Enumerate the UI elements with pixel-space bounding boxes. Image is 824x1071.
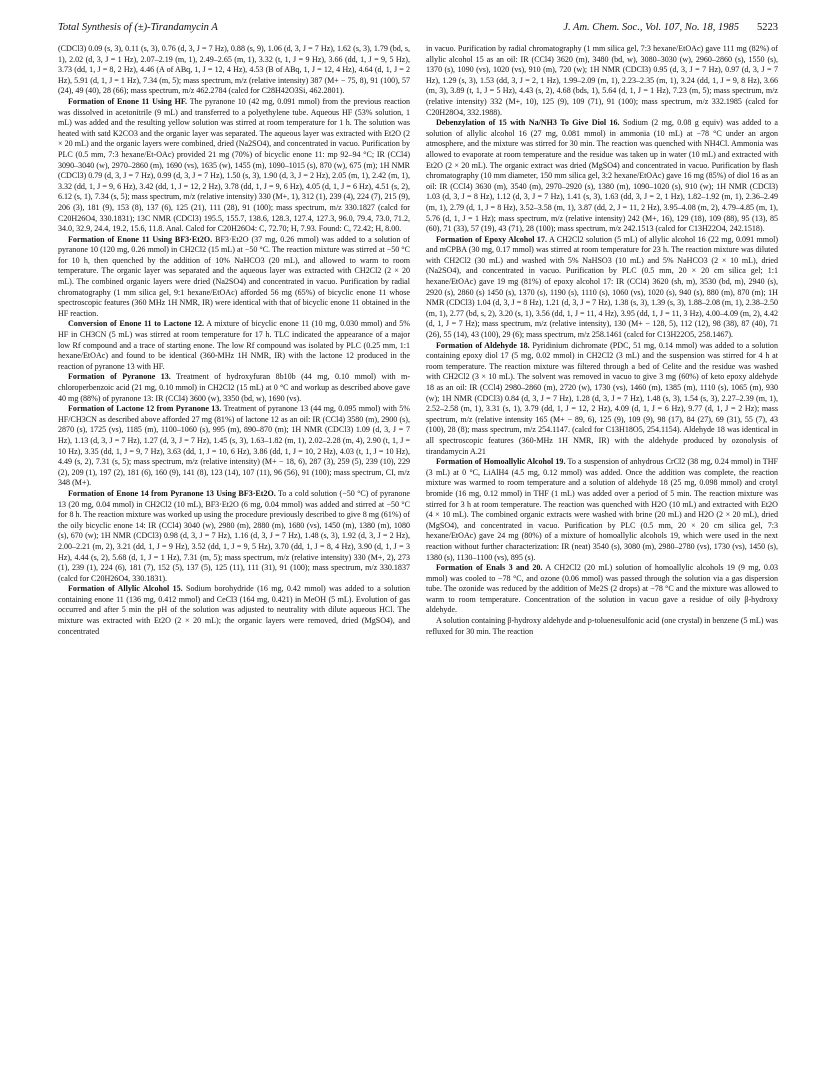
paragraph-text: Pyridinium dichromate (PDC, 51 mg, 0.14 mmol) was added to a solution containing epoxy diol 17 (5 mg, 0.02 mmol) in CH2Cl2 (3 mL) and the suspension was stirred for 4 h at room temperature. The reaction mixture was filtered through a bed of Celite and the residue was washed with CH2Cl2 (3 × 10 mL). The solvent was removed in vacuo to give 3 mg (60%) of keto epoxy aldehyde 18 as an oil: IR (CCl4) 2980–2860 (m), 2720 (w), 1730 (vs), 1460 (m), 1385 (m), 1110 (s), 1065 (m), 930 (w); 1H NMR (CDCl3) 0.84 (d, 3, J = 7 Hz), 1.28 (d, 3, J = 7 Hz), 1.48 (s, 3), 1.54 (s, 3), 2.27–2.39 (m, 1), 2.52–2.58 (m, 1), 3.31 (s, 1), 3.79 (dd, 1, J = 12, 2 Hz), 4.09 (d, 1, J = 6 Hz), 9.77 (d, 1, J = 2 Hz); mass spectrum, m/z (relative intensity 165 (M+ − 89, 6), 125 (9), 109 (9), 98 (17), 84 (27), 69 (31), 55 (7), 43 (100), 28 (8); mass spectrum, m/z 254.1147. (calcd for C13H18O5, 254.1154). Aldehyde 18 was identical in all spectroscopic features (360-MHz 1H NMR, IR) with the aldehyde produced by ozonolysis of tirandamycin A.21	[426, 340, 778, 456]
paragraph-text: (CDCl3) 0.09 (s, 3), 0.11 (s, 3), 0.76 (d, 3, J = 7 Hz), 0.88 (s, 9), 1.06 (d, 3, J = 7 Hz), 1.62 (s, 3), 1.79 (bd, s, 1), 2.02 (d, 3, J = 1 Hz), 2.07–2.19 (m, 1), 2.49–2.65 (m, 1), 3.32 (t, 1, J = 9 Hz), 3.66 (dd, 1, J = 9, 5 Hz), 3.73 (dd, 1, J = 8, 2 Hz), 4.46 (A of ABq, 1, J = 12, 4 Hz), 4.53 (B of ABq, 1, J = 12, 4 Hz), 4.64 (d, 1, J = 2 Hz), 5.91 (d, 1, J = 1 Hz), 7.34 (m, 5); mass spectrum, m/z (relative intensity) 387 (M+ − 75, 8), 91 (100), 57 (24), 49 (40), 28 (66); mass spectrum, m/z 462.2784 (calcd for C28H42O3Si, 462.2801).	[58, 44, 410, 96]
paragraph	[58, 372, 410, 404]
paragraph-heading: Formation of Allylic Alcohol 15.	[68, 584, 183, 594]
paragraph-heading: Formation of Enals 3 and 20.	[436, 563, 543, 573]
paragraph	[426, 118, 778, 235]
paragraph-heading: Formation of Enone 14 from Pyranone 13 Using BF3·Et2O.	[68, 488, 276, 498]
paragraph	[426, 616, 778, 637]
paragraph-text: Treatment of hydroxyfuran 8b10b (44 mg, 0.10 mmol) with m-chloroperbenzoic acid (21 mg, 0.10 mmol) in CH2Cl2 (15 mL) at 0 °C and workup as described above gave 40 mg (88%) of pyranone 13: IR (CCl4) 3600 (w), 3350 (bd, w), 1690 (vs).	[58, 372, 410, 403]
running-title: Total Synthesis of (±)-Tirandamycin A	[58, 22, 218, 33]
paragraph-text: A CH2Cl2 solution (5 mL) of allylic alcohol 16 (22 mg, 0.091 mmol) and mCPBA (30 mg, 0.17 mmol) was stirred at room temperature for 23 h. The reaction mixture was diluted with CH2Cl2 (30 mL) and washed with 5% NaHSO3 (10 mL) and 5% NaHCO3 (2 × 10 mL), dried (Na2SO4), and concentrated in vacuo. Purification by PLC (0.5 mm, 20 × 20 cm silica gel; 1:1 hexane/EtOAc) gave 19 mg (81%) of epoxy alcohol 17: IR (CCl4) 3620 (sh, m), 3530 (bd, m), 2940 (s), 2920 (s), 2860 (s) 1450 (s), 1370 (s), 1190 (s), 1110 (s), 1060 (vs), 1020 (s), 940 (s), 880 (m), 870 (m); 1H NMR (CDCl3) 1.04 (d, 3, J = 8 Hz), 1.21 (d, 3, J = 7 Hz), 1.38 (s, 3), 1.39 (s, 3), 1.88–2.08 (m, 1), 2.38–2.50 (m, 1), 2.77 (bd, s, 2), 3.20 (s, 1), 3.56 (dd, 1, J = 11, 4 Hz), 3.95 (dd, 1, J = 11, 3 Hz), 4.00–4.09 (m, 2), 4.42 (d, 1, J = 7 Hz); mass spectrum, m/z (relative intensity), 130 (M+ − 128, 5), 112 (12), 98 (38), 87 (40), 71 (26), 55 (14), 43 (100), 29 (6); mass spectrum, m/z 258.1461 (calcd for C13H22O5, 258.1467).	[426, 234, 778, 340]
paragraph-heading: Debenzylation of 15 with Na/NH3 To Give Diol 16.	[436, 118, 620, 128]
paragraph	[58, 404, 410, 489]
left-column	[58, 44, 410, 1049]
paragraph-heading: Formation of Homoallylic Alcohol 19.	[436, 457, 566, 467]
paragraph-heading: Formation of Enone 11 Using BF3·Et2O.	[68, 234, 213, 244]
paragraph-heading: Formation of Epoxy Alcohol 17.	[436, 234, 547, 244]
paragraph-text: A mixture of bicyclic enone 11 (10 mg, 0.030 mmol) and 5% HF in CH3CN (5 mL) was stirred at room temperature for 17 h. TLC indicated the appearance of a major low Rf compound and a trace of starting enone. The low Rf compound was isolated by PLC (0.25 mm, 1:1 hexane/EtOAc) and found to be identical (360-MHz 1H NMR, IR) with the lactone 12 produced in the reaction of pyranone 13 with HF.	[58, 319, 410, 371]
paragraph	[426, 235, 778, 341]
paragraph	[426, 341, 778, 458]
paragraph-text: BF3·Et2O (37 mg, 0.26 mmol) was added to a solution of pyranone 10 (120 mg, 0.26 mmol) in CH2Cl2 (15 mL) at −50 °C. The reaction mixture was stirred at −50 °C for 10 h, then quenched by the addition of 10% NaHCO3 (20 mL), and allowed to warm to room temperature. The organic layer was separated and the aqueous layer was extracted with CH2Cl2 (2 × 20 mL). The combined organic layers were dried (Na2SO4) and concentrated in vacuo. Purification by radial chromatography (1 mm silica gel, 9:1 hexane/EtOAc) afforded 56 mg (65%) of bicyclic enone 11 whose spectroscopic features (360 MHz 1H NMR, IR) were identical with that of bicyclic enone 11 obtained in the HF reaction.	[58, 234, 410, 318]
paragraph	[58, 97, 410, 235]
paragraph-text: Sodium (2 mg, 0.08 g equiv) was added to a solution of allylic alcohol 16 (27 mg, 0.081 mmol) in ammonia (10 mL) at −78 °C under an argon atmosphere, and the mixture was stirred for 30 min. The reaction was quenched with NH4Cl. Ammonia was allowed to evaporate at room temperature and the residue was taken up in water (10 mL) and extracted with Et2O (2 × 20 mL). The organic extract was dried (MgSO4) and concentrated in vacuo. Purification by flash chromatography (10 mm diameter, 150 mm silica gel, 3:2 hexane/EtOAc) gave 16 mg (85%) of diol 16 as an oil: IR (CCl4) 3630 (m), 3540 (m), 2970–2920 (s), 1380 (m), 1090–1020 (s), 910 (w); 1H NMR (CDCl3) 1.03 (d, 3, J = 8 Hz), 1.12 (d, 3, J = 7 Hz), 1.41 (s, 3), 1.63 (dd, 3, J = 2, 1 Hz), 1.82–1.92 (m, 1), 2.36–2.49 (m, 1), 2.79 (d, 1, J = 8 Hz), 3.52–3.58 (m, 1), 3.87 (dd, 2, J = 11, 2 Hz), 3.95–4.08 (m, 2), 4.79–4.85 (m, 1), 5.76 (d, 1, J = 1 Hz); mass spectrum, m/z (relative intensity) 242 (M+, 16), 129 (18), 109 (88), 95 (13), 85 (60), 71 (33), 57 (19), 43 (71), 28 (100); mass spectrum, m/z 242.1513 (calcd for C13H22O4, 242.1518).	[426, 118, 778, 234]
paragraph	[426, 457, 778, 563]
paragraph-text: The pyranone 10 (42 mg, 0.091 mmol) from the previous reaction was dissolved in acetonitrile (9 mL) and transferred to a polyethylene tube. Aqueous HF (53% solution, 1 mL) was added and the resulting yellow solution was stirred at room temperature for 1 h. The solution was heated with satd K2CO3 and the organic layer was separated. The aqueous layer was extracted with Et2O (2 × 20 mL) and the organic layers were combined, dried (Na2SO4), and concentrated in vacuo. Purification by PLC (0.5 mm, 7:3 hexane/Et-OAc) provided 21 mg (70%) of bicyclic enone 11: mp 92–94 °C; IR (CCl4) 3090–3040 (w), 2970–2860 (m), 1690 (vs), 1635 (w), 1455 (m), 1090–1015 (s), 870 (w), 675 (m); 1H NMR (CDCl3) 0.79 (d, 3, J = 7 Hz), 0.99 (d, 3, J = 7 Hz), 1.50 (s, 3), 1.90 (d, 3, J = 2 Hz), 2.05 (m, 1), 2.42 (m, 1), 3.32 (dd, 1, J = 9, 6 Hz), 3.42 (dd, 1, J = 12, 2 Hz), 3.78 (dd, 1, J = 9, 6 Hz), 4.05 (d, 1, J = 6 Hz), 4.51 (s, 2), 6.12 (s, 1), 7.34 (s, 5); mass spectrum, m/z (relative intensity) 330 (M+, 1), 312 (1), 239 (4), 224 (7), 215 (9), 206 (3), 181 (9), 153 (8), 137 (6), 125 (21), 111 (28), 91 (100); mass spectrum, m/z 330.1827 (calcd for C20H26O4, 330.1831); 13C NMR (CDCl3) 195.5, 155.7, 138.6, 128.3, 127.4, 127.3, 96.0, 79.4, 73.0, 71.2, 34.0, 32.9, 24.4, 19.2, 15.6, 11.8. Anal. Calcd for C20H26O4: C, 72.70; H, 7.93. Found: C, 72.42; H, 8.00.	[58, 96, 410, 234]
paragraph	[58, 584, 410, 637]
page-number: 5223	[757, 22, 778, 33]
running-header	[58, 22, 778, 42]
paragraph-heading: Formation of Pyranone 13.	[68, 372, 171, 382]
text-columns	[58, 44, 778, 1049]
right-column	[426, 44, 778, 1049]
journal-name: J. Am. Chem. Soc., Vol. 107, No. 18, 1985	[563, 22, 739, 33]
paragraph-text: A CH2Cl2 (20 mL) solution of homoallylic alcohols 19 (9 mg, 0.03 mmol) was cooled to −78 °C, and ozone (0.06 mmol) was passed through the solution via a gas dispersion tube. The ozonide was reduced by the addition of Me2S (2 drops) at −78 °C and the mixture was allowed to warm to room temperature. Concentration of the solution in vacuo gave a residue of oily β-hydroxy aldehyde.	[426, 563, 778, 615]
paragraph-text: To a cold solution (−50 °C) of pyranone 13 (20 mg, 0.04 mmol) in CH2Cl2 (10 mL), BF3·Et2O (6 mg, 0.04 mmol) was added and stirred at −50 °C for 8 h. The reaction mixture was worked up using the procedure previously described to give 8 mg (61%) of the oily bicyclic enone 14: IR (CCl4) 3040 (w), 2980 (m), 2880 (m), 1680 (vs), 1450 (m), 1380 (m), 1080 (s), 670 (w); 1H NMR (CDCl3) 0.98 (d, 3, J = 7 Hz), 1.16 (d, 3, J = 7 Hz), 1.48 (s, 3), 1.92 (d, 3, J = 2 Hz), 2.00–2.21 (m, 2), 3.21 (dd, 1, J = 9 Hz), 3.52 (dd, 1, J = 9, 5 Hz), 3.70 (dd, 1, J = 8, 4 Hz), 3.90 (d, 1, J = 3 Hz), 4.44 (s, 2), 5.68 (d, 1, J = 1 Hz), 7.31 (m, 5); mass spectrum, m/z (relative intensity) 330 (M+, 2), 273 (1), 239 (1), 224 (6), 181 (7), 152 (5), 137 (5), 125 (11), 111 (31), 91 (100); mass spectrum, m/z 330.1837 (calcd for C20H26O4, 330.1831).	[58, 488, 410, 583]
paragraph	[58, 235, 410, 320]
paragraph	[58, 44, 410, 97]
journal-page	[58, 22, 778, 1052]
paragraph	[426, 44, 778, 118]
journal-citation	[563, 22, 778, 33]
paragraph-text: A solution containing β-hydroxy aldehyde and p-toluenesulfonic acid (one crystal) in benzene (5 mL) was refluxed for 30 min. The reaction	[426, 616, 778, 636]
paragraph-text: Sodium borohydride (16 mg, 0.42 mmol) was added to a solution containing enone 11 (136 mg, 0.412 mmol) and CeCl3 (164 mg, 0.421) in MeOH (5 mL). Evolution of gas occurred and after 5 min the pH of the solution was adjusted to neutrality with dilute aqueous HCl. The mixture was extracted with Et2O (2 × 20 mL); the organic layers were removed, dried (MgSO4), and concentrated	[58, 584, 410, 636]
paragraph-text: To a suspension of anhydrous CrCl2 (38 mg, 0.24 mmol) in THF (3 mL) at 0 °C, LiAlH4 (4.5 mg, 0.12 mmol) was added. Once the addition was complete, the reaction mixture was warmed to room temperature and a solution of aldehyde 18 (25 mg, 0.098 mmol) and crotyl bromide (16 mg, 0.12 mmol) in THF (1 mL) was added over a period of 5 min. The reaction mixture was stirred for 3 h at room temperature. The reaction was quenched with H2O (10 mL) and extracted with Et2O (4 × 10 mL). The combined organic extracts were washed with brine (20 mL) and H2O (2 × 20 mL), dried (MgSO4), and concentrated in vacuo. Purification by PLC (0.5 mm, 20 × 20 cm silica gel, 7:3 hexane/EtOAc) gave 24 mg (80%) of a mixture of homoallylic alcohols 19, which were used in the next reaction without further characterization: IR (neat) 3540 (s), 3080 (m), 2980–2780 (vs), 1730 (vs), 1450 (s), 1380 (s), 1130–1100 (vs), 895 (s).	[426, 457, 778, 562]
paragraph	[58, 319, 410, 372]
paragraph-text: in vacuo. Purification by radial chromatography (1 mm silica gel, 7:3 hexane/EtOAc) gave 111 mg (82%) of allylic alcohol 15 as an oil: IR (CCl4) 3620 (m), 3480 (bd, w), 3080–3030 (w), 2960–2860 (s), 1550 (s), 1370 (s), 1090 (vs), 1020 (vs), 910 (m), 720 (w); 1H NMR (CDCl3) 0.95 (d, 3, J = 7 Hz), 0.97 (d, 3, J = 7 Hz), 1.29 (s, 3), 1.53 (dd, 3, J = 2, 1 Hz), 1.99–2.09 (m, 1), 2.23–2.35 (m, 1), 3.24 (dd, 1, J = 9, 8 Hz), 3.66 (m, 3), 3.89 (t, 1, J = 5 Hz), 4.43 (s, 2), 4.68 (bds, 1), 5.64 (d, 1, J = 1 Hz), 7.23 (m, 5); mass spectrum, m/z (relative intensity) 332 (M+, 10), 125 (9), 109 (71), 91 (100); mass spectrum, m/z 332.1985 (calcd for C20H28O4, 332.1988).	[426, 44, 778, 117]
paragraph-heading: Conversion of Enone 11 to Lactone 12.	[68, 319, 205, 329]
paragraph	[426, 563, 778, 616]
paragraph-heading: Formation of Aldehyde 18.	[436, 340, 530, 350]
paragraph-heading: Formation of Enone 11 Using HF.	[68, 96, 188, 106]
paragraph	[58, 489, 410, 584]
paragraph-heading: Formation of Lactone 12 from Pyranone 13.	[68, 404, 222, 414]
paragraph-text: Treatment of pyranone 13 (44 mg, 0.095 mmol) with 5% HF/CH3CN as described above afforded 27 mg (81%) of lactone 12 as an oil: IR (CCl4) 3580 (m), 2900 (s), 2870 (s), 1725 (vs), 1185 (m), 1100–1060 (s), 995 (m), 890–870 (m); 1H NMR (CDCl3) 1.09 (d, 3, J = 7 Hz), 1.13 (d, 3, J = 7 Hz), 1.27 (d, 3, J = 7 Hz), 1.45 (s, 3), 1.63–1.82 (m, 1), 2.02–2.28 (m, 4), 2.90 (t, 1, J = 10 Hz), 3.35 (dd, 1, J = 9, 7 Hz), 3.63 (dd, 1, J = 10, 6 Hz), 3.86 (dd, 1, J = 10, 2 Hz), 4.03 (t, 1, J = 10 Hz), 4.49 (s, 2), 7.31 (s, 5); mass spectrum, m/z (relative intensity) (M+ − 18, 6), 287 (3), 259 (5), 239 (10), 229 (2), 209 (1), 197 (2), 181 (6), 160 (9), 141 (8), 123 (14), 107 (11), 96 (56), 91 (100); mass spectrum, CI, m/z 348 (M+).	[58, 404, 410, 488]
